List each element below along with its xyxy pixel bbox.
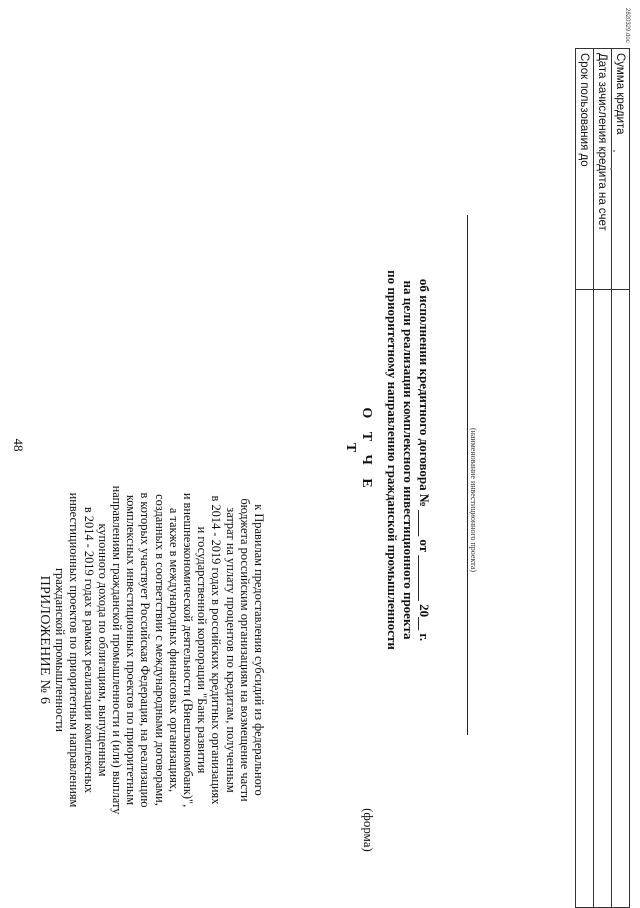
report-subtitle-line: по приоритетному направлению гражданской промышленности — [385, 270, 400, 650]
appendix-line: затрат на уплату процентов по кредитам, полученным — [223, 507, 238, 793]
appendix-line: а также в международных финансовых организациях, — [166, 507, 181, 793]
credit-date-cell[interactable] — [594, 290, 612, 908]
table-row — [612, 49, 630, 908]
form-label: (форма) — [361, 808, 376, 852]
credit-term-cell[interactable] — [576, 290, 594, 908]
appendix-line: в 2014 - 2019 годах в российских кредитных организациях — [209, 495, 224, 805]
footer-file-code: 2820329.doc — [624, 8, 630, 43]
appendix-reference-text — [53, 420, 266, 880]
appendix-line: созданных в соответствии с международными договорами, — [152, 494, 167, 806]
credit-table — [575, 48, 630, 908]
scan-speck — [610, 168, 612, 170]
appendix-line: к Правилам предоставления субсидий из федерального — [252, 504, 266, 796]
project-name-field[interactable] — [467, 215, 468, 735]
report-title: О Т Ч Е Т — [343, 407, 374, 493]
appendix-line: в которых участвует Российская Федерация, на реализацию — [138, 492, 153, 808]
row-label: Срок пользования до — [576, 49, 594, 290]
scan-speck — [613, 150, 615, 152]
table-row — [576, 49, 594, 908]
appendix-line: инвестиционных проектов по приоритетным направлениям — [67, 492, 82, 808]
appendix-line: и внешнеэкономической деятельности (Внешэкономбанк)", — [180, 492, 195, 808]
appendix-line: направлениям гражданской промышленности и (или) выплату — [109, 485, 124, 815]
appendix-line: гражданской промышленности — [53, 567, 68, 733]
credit-amount-cell[interactable] — [612, 290, 630, 908]
appendix-line: бюджета российским организациям на возмещение части — [237, 498, 252, 802]
appendix-line: комплексных инвестиционных проектов по приоритетным — [124, 494, 139, 806]
report-subtitle-line: на цели реализации комплексного инвестиционного проекта — [401, 280, 416, 640]
table-row — [594, 49, 612, 908]
row-label: Сумма кредита — [612, 49, 630, 290]
appendix-line: и государственной корпорации "Банк развития — [195, 526, 210, 774]
appendix-line: в 2014 - 2019 годах в рамках реализации комплексных — [81, 506, 96, 794]
row-label: Дата зачисления кредита на счет — [594, 49, 612, 290]
report-subtitle — [384, 210, 432, 710]
project-name-caption: (наименование инвестиционного проекта) — [469, 427, 478, 573]
report-subtitle-line: об исполнении кредитного договора № ____ от _______ 20__ г. — [417, 278, 432, 642]
appendix-line: купонного дохода по облигациям, выпущенным — [95, 523, 110, 777]
appendix-title: ПРИЛОЖЕНИЕ № 6 — [37, 575, 52, 705]
page-number: 48 — [11, 438, 26, 452]
